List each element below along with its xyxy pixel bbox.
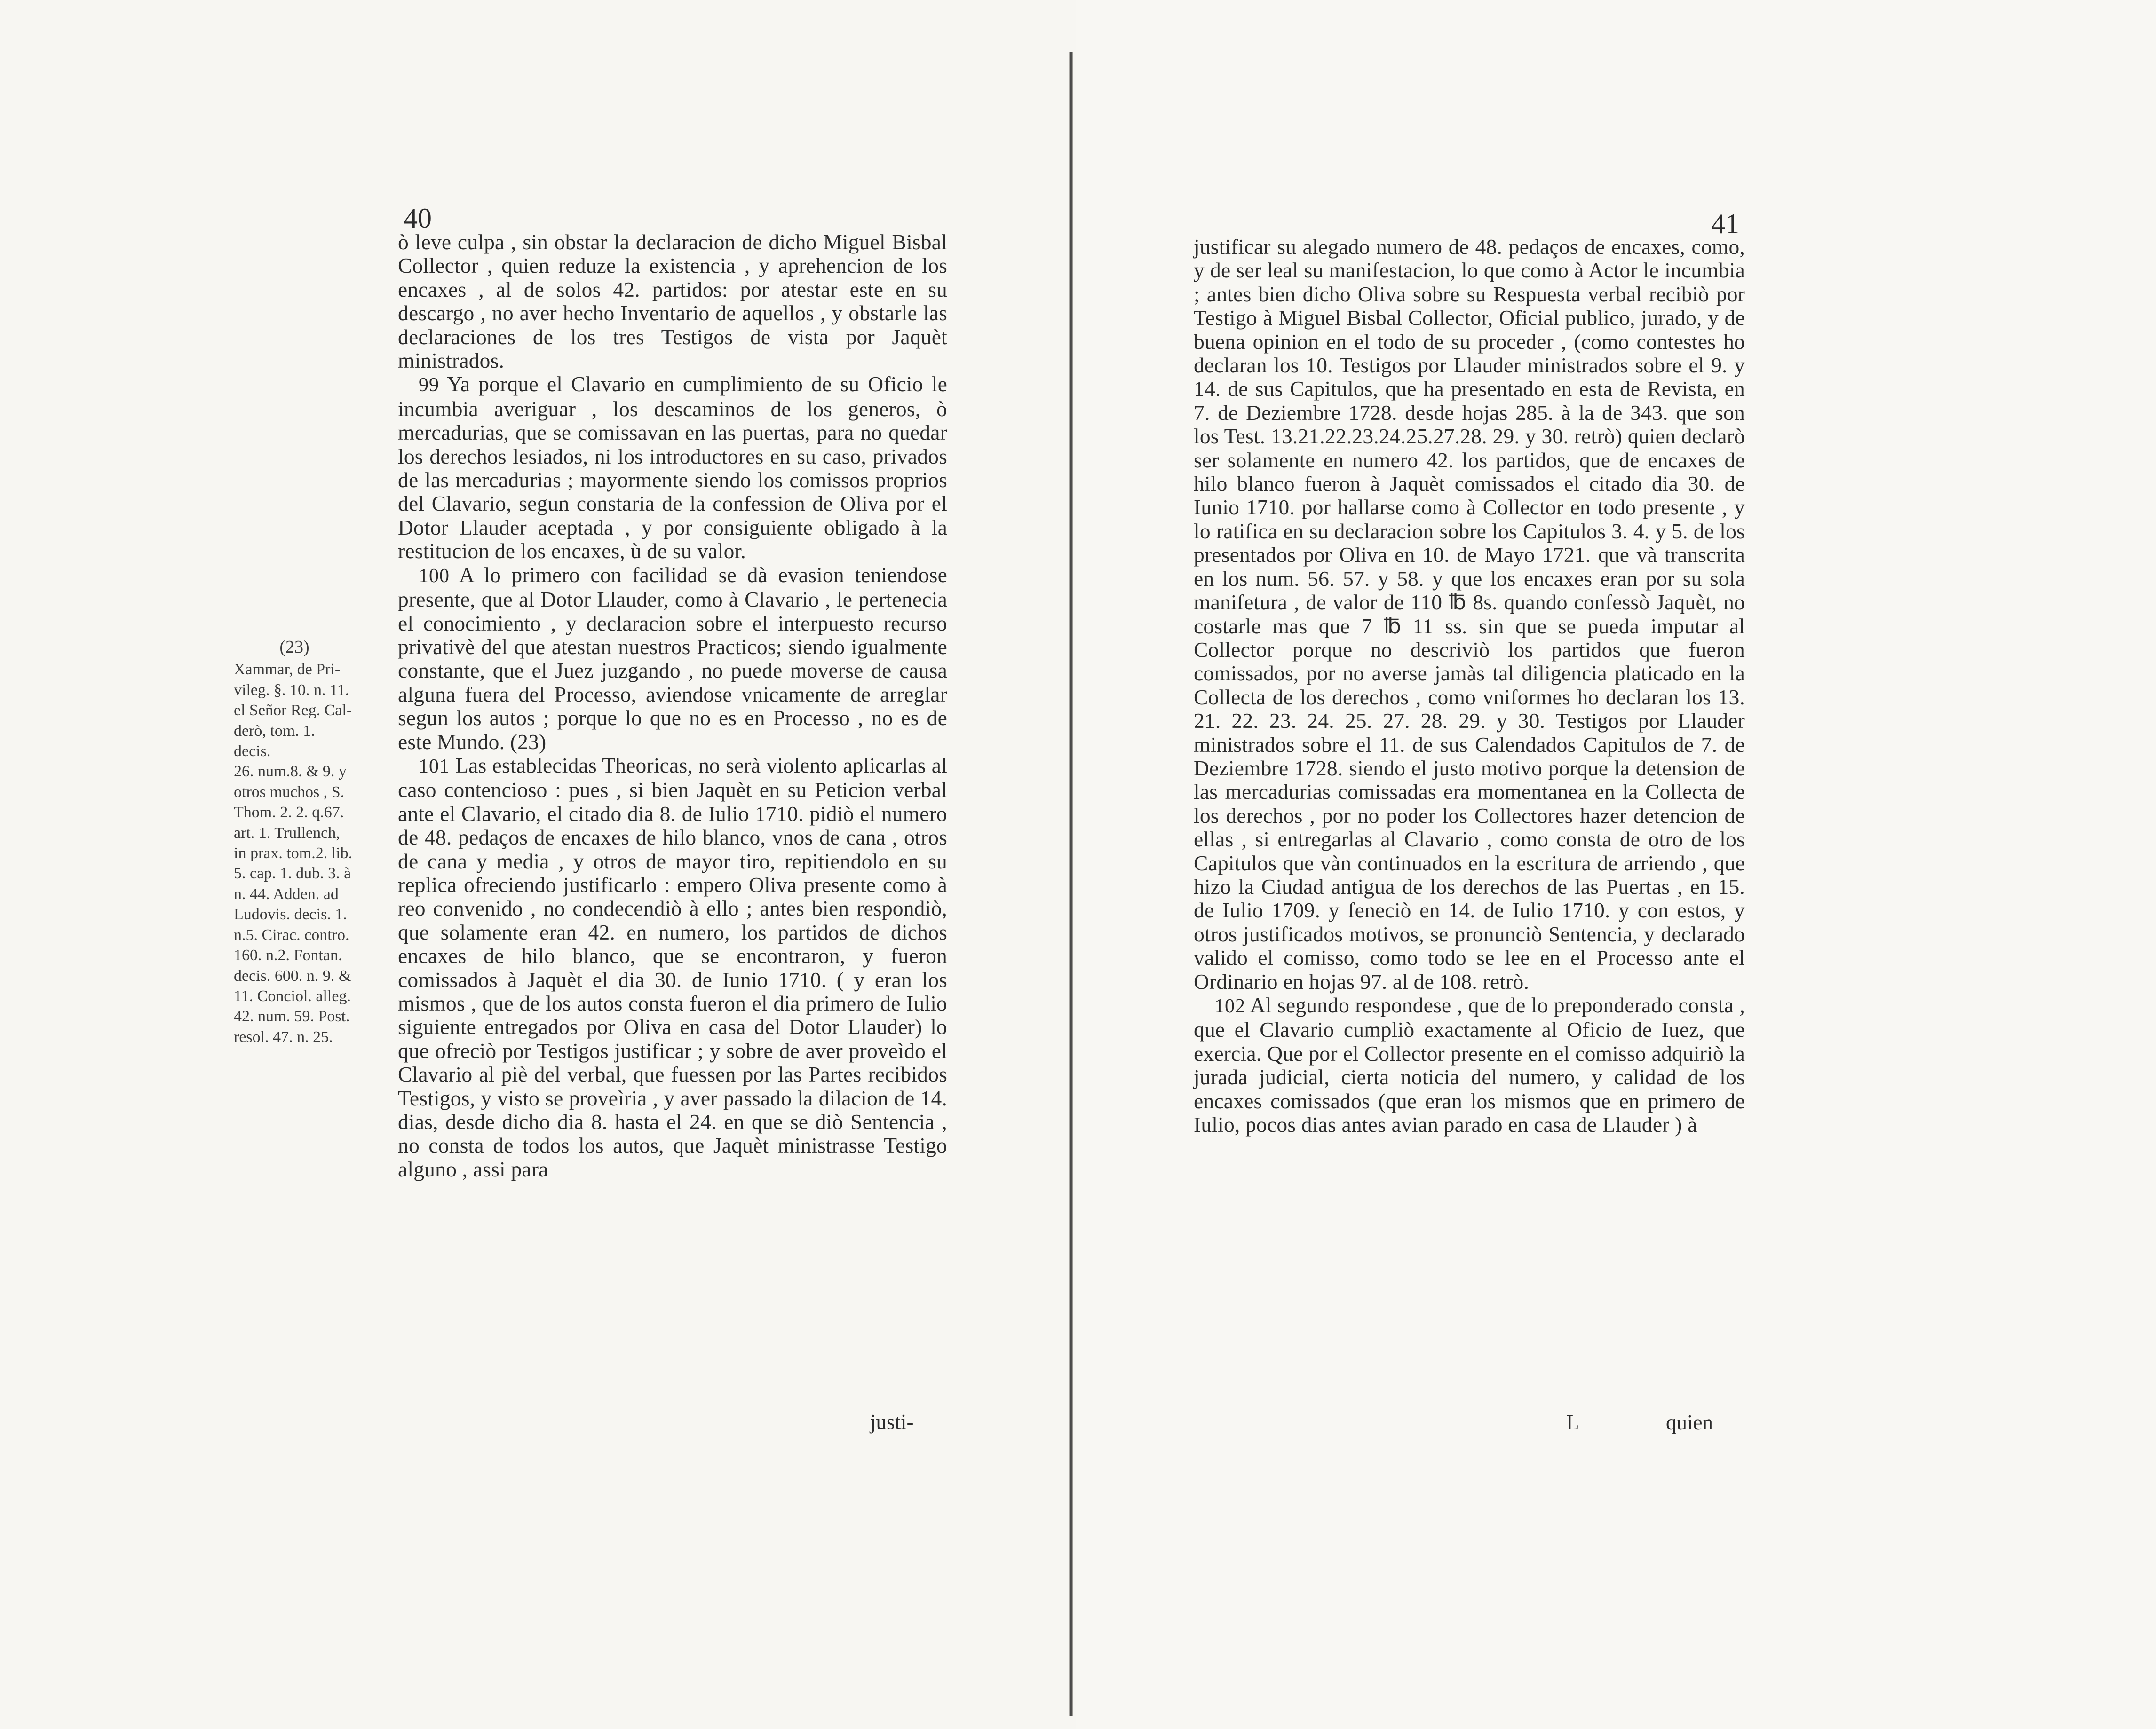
paragraph-101 [398,754,947,1181]
right-catchword: quien [1666,1411,1713,1434]
margin-note-number: (23) [279,637,309,657]
margin-note-line: Xammar, de Pri- [234,661,341,679]
left-folio-number: 40 [404,203,432,234]
margin-note-line: 26. num.8. & 9. y [234,763,347,781]
signature-mark: L [1566,1411,1579,1434]
paragraph-number: 102 [1214,995,1245,1017]
paragraph-text: A lo primero con facilidad se dà evasion teniendose presente, que al Dotor Llauder, como à Clavario , le pertenecia el conocimiento , y declaracion sobre el interpuesto recurso privativè del que atestan nuestros Practicos; siendo igualmente constante, que el Juez juzgando , no puede moverse de causa alguna fuera del Processo, aviendose vnicamente de arreglar segun los autos ; porque lo que no es en Processo , no es de este Mundo. (23) [398,562,947,754]
margin-note-line: derò, tom. 1. decis. [234,722,315,760]
margin-note-line: 42. num. 59. Post. [234,1008,350,1026]
paragraph-100 [398,563,947,754]
paragraph-continuation [398,230,947,372]
left-catchword: justi- [870,1410,914,1434]
margin-note-line: 5. cap. 1. dub. 3. à [234,865,351,883]
margin-note-line: in prax. tom.2. lib. [234,845,353,862]
margin-note-line: Ludovis. decis. 1. [234,906,347,924]
margin-note-line: resol. 47. n. 25. [234,1028,333,1046]
paragraph-number: 101 [419,755,450,777]
paragraph-text: ò leve culpa , sin obstar la declaracion de dicho Miguel Bisbal Collector , quien reduze la existencia , y aprehencion de los encaxes , al de solos 42. partidos: por atestar este en su descargo , no aver hecho Inventario de aquellos , y obstarle las declaraciones de los tres Testigos de vista por Jaquèt ministrados. [398,230,947,373]
margin-note-line: Thom. 2. 2. q.67. [234,804,344,821]
left-page [0,0,1076,1729]
margin-note-line: art. 1. Trullench, [234,824,340,842]
right-text-column [1194,235,1745,1137]
paragraph-text: justificar su alegado numero de 48. pedaços de encaxes, como, y de ser leal su manifestacion, lo que como à Actor le incumbia ; antes bien dicho Oliva sobre su Respuesta verbal recibiò por Testigo à Miguel Bisbal Collector, Oficial publico, jurado, y de buena opinion en el todo de su proceder , (como contestes ho declaran los 10. Testigos por Llauder ministrados sobre el 9. y 14. de sus Capitulos, que ha presentado en esta de Revista, en 7. de Deziembre 1728. desde hojas 285. à la de 343. que son los Test. 13.21.22.23.24.25.27.28. 29. y 30. retrò) quien declarò ser solamente en numero 42. los partidos, que de encaxes de hilo blanco fueron à Jaquèt comissados el citado dia 30. de Iunio 1710. por hallarse como à Collector en todo presente , y lo ratifica en su declaracion sobre los Capitulos 3. 4. y 5. de los presentados por Oliva en 10. de Mayo 1721. que và transcrita en los num. 56. 57. y 58. y que los encaxes eran por su sola manifetura , de valor de 110 ℔ 8s. quando confessò Jaquèt, no costarle mas que 7 ℔ 11 ss. sin que se pueda imputar al Collector porque no descriviò los partidos que fueron comissados, por no averse jamàs tal diligencia platicado en la Collecta de los derechos , como vniformes ho declaran los 13. 21. 22. 23. 24. 25. 27. 28. 29. y 30. Testigos por Llauder ministrados sobre el 11. de sus Calendados Capitulos de 7. de Deziembre 1728. siendo el justo motivo porque la detension de las mercadurias comissadas era momentanea en la Collecta de los derechos , por no poder los Collectores hazer detencion de ellas , si entregarlas al Clavario , como consta de otro de los Capitulos que vàn continuados en la escritura de arriendo , que hizo la Ciudad antigua de los derechos de las Puertas , en 15. de Iulio 1709. y feneciò en 14. de Iulio 1710. y con estos, y otros justificados motivos, se pronunciò Sentencia, y declarado valido el comisso, como todo se lee en el Processo ante el Ordinario en hojas 97. al de 108. retrò. [1194,235,1745,994]
paragraph-number: 99 [419,374,439,396]
margin-note-line: vileg. §. 10. n. 11. [234,681,349,699]
margin-note-line: otros muchos , S. [234,783,345,801]
margin-note [234,637,355,1047]
margin-note-line: 11. Conciol. alleg. [234,987,351,1005]
left-text-column [398,230,947,1181]
paragraph-text: Al segundo respondese , que de lo preponderado consta , que el Clavario cumpliò exactamente al Oficio de Iuez, que exercia. Que por el Collector presente en el comisso adquiriò la jurada judicial, cierta noticia del numero, y calidad de los encaxes comissados (que eran los mismos que en primero de Iulio, pocos dias antes avian parado en casa de Llauder ) à [1194,993,1745,1137]
book-gutter [1069,52,1073,1716]
paragraph-text: Las establecidas Theoricas, no serà violento aplicarlas al caso contencioso : pues , si bien Jaquèt en su Peticion verbal ante el Clavario, el citado dia 8. de Iulio 1710. pidiò el numero de 48. pedaços de encaxes de hilo blanco, vnos de cana , otros de cana y media , y otros de mayor tiro, repitiendolo en su replica ofreciendo justificarlo : empero Oliva presente como à reo convenido , no condecendiò à ello ; antes bien respondiò, que solamente eran 42. en numero, los partidos de dichos encaxes de hilo blanco, que se encontraron, y fueron comissados à Jaquèt el dia 30. de Iunio 1710. ( y eran los mismos , que de los autos consta fueron el dia primero de Iulio siguiente entregados por Oliva en casa del Dotor Llauder) lo que ofreciò por Testigos justificar ; y sobre de aver proveìdo el Clavario al piè del verbal, que fuessen por las Partes recibidos Testigos, y visto se proveìria , y aver passado la dilacion de 14. dias, desde dicho dia 8. hasta el 24. en que se diò Sentencia , no consta de todos los autos, que Jaquèt ministrasse Testigo alguno , assi para [398,753,947,1181]
margin-note-line: 160. n.2. Fontan. [234,947,342,964]
margin-note-line: n.5. Cirac. contro. [234,926,349,944]
paragraph-99 [398,372,947,563]
right-folio-number: 41 [1711,208,1739,239]
paragraph-continuation [1194,235,1745,994]
margin-note-line: decis. 600. n. 9. & [234,967,351,985]
paragraph-text: Ya porque el Clavario en cumplimiento de su Oficio le incumbia averiguar , los descaminos de los generos, ò mercadurias, que se comissavan en las puertas, para no quedar los derechos lesiados, ni los introductores en su caso, privados de las mercadurias ; mayormente siendo los comissos proprios del Clavario, segun constaria de la confession de Oliva por el Dotor Llauder aceptada , y por consiguiente obligado à la restitucion de los encaxes, ù de su valor. [398,372,947,563]
margin-note-line: el Señor Reg. Cal- [234,702,352,719]
paragraph-number: 100 [419,565,450,587]
margin-note-line: n. 44. Adden. ad [234,885,339,903]
paragraph-102 [1194,994,1745,1137]
